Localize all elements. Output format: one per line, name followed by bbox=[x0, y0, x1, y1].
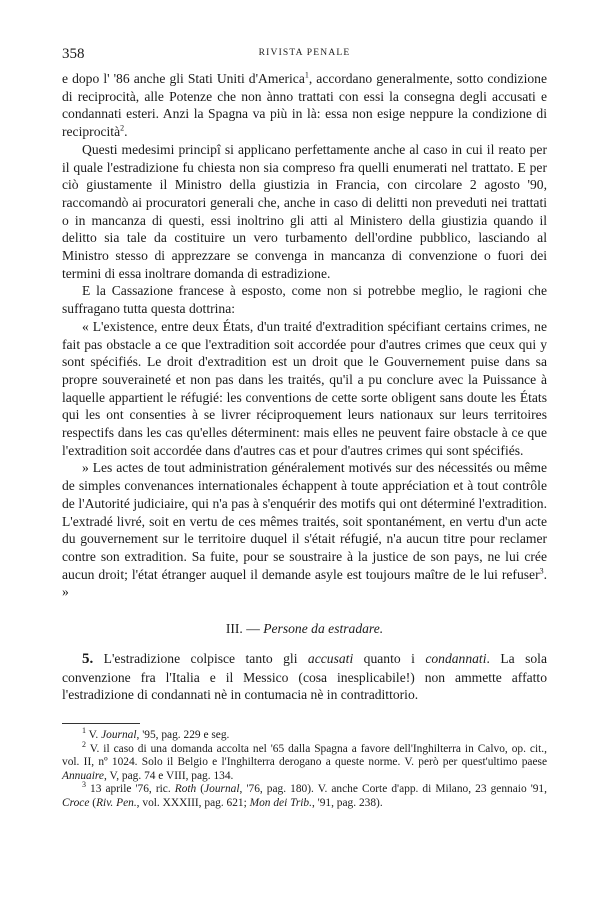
paragraph-5 bbox=[62, 650, 547, 704]
paragraph-1-text-c: . bbox=[124, 124, 128, 140]
section-number: III. — bbox=[225, 621, 260, 637]
footnote-ref-1: 1 bbox=[304, 70, 309, 80]
footnote-2 bbox=[62, 739, 547, 784]
footnote-3-text-f: , '91, pag. 238). bbox=[311, 796, 383, 809]
footnote-3-italic-2: Journal bbox=[204, 783, 240, 796]
footnote-2-text-b: , V, pag. 74 e VIII, pag. 134. bbox=[103, 769, 234, 782]
footnote-1-text-b: , '95, pag. 229 e seg. bbox=[136, 729, 230, 741]
footnote-mark-2: 2 bbox=[82, 739, 86, 749]
paragraph-1-text-a: e dopo l' '86 anche gli Stati Uniti d'America bbox=[62, 71, 305, 86]
paragraph-1 bbox=[62, 70, 547, 141]
footnote-ref-2: 2 bbox=[120, 123, 125, 133]
paragraph-1-text-b: , accordano generalmente, sotto condizione di reciprocità, alle Potenze che non ànno trattati con essi la consegna degli accusati e condannati esteri. Anzi la Spagna va più in là: essa non esige neppure la condizione di reciprocità bbox=[62, 71, 547, 140]
quote-paragraph-1: « L'existence, entre deux États, d'un traité d'extradition spécifiant certains crimes, ne fait pas obstacle a ce que l'extradition soit accordée pour d'autres crimes que ceux qui y sont spécifiés. Le droit d'extradition est un droit que le Gouvernement puise dans sa propre souveraineté et non pas dans les traités, qu'il a pu conclure avec la Puissance à laquelle appartient le réfugié: les conventions de cette sorte obligent sans doute les États qui les ont consenties à se livrer réciproquement leurs nationaux sur leurs territoires respectifs dans les cas qu'elles déterminent: mais elles ne peuvent faire obstacle à ce que l'extradition soit accordée dans d'autres cas et pour d'autres crimes qui sont spécifiés. bbox=[62, 318, 547, 458]
term-condannati: condannati bbox=[425, 650, 487, 666]
page-number: 358 bbox=[62, 46, 85, 62]
term-accusati: accusati bbox=[307, 650, 354, 666]
paragraph-5-text-c: . La sola convenzione fra l'Italia e il Messico (cosa inesplicabile!) non ammette affatto l'estradizione di condannati nè in contumacia nè in contradittorio. bbox=[62, 650, 547, 703]
footnote-1-text-a: V. bbox=[86, 729, 102, 741]
footnote-3-italic-4: Riv. Pen. bbox=[96, 796, 137, 809]
footnote-mark-3: 3 bbox=[82, 780, 86, 790]
footnote-mark-1: 1 bbox=[82, 726, 86, 736]
footnote-3-text-e: , vol. XXXIII, pag. 621; bbox=[136, 796, 250, 809]
paragraph-number: 5. bbox=[82, 650, 94, 667]
paragraph-5-text-b: quanto i bbox=[353, 650, 426, 666]
page-header bbox=[62, 46, 547, 62]
paragraph-5-text-a: L'estradizione colpisce tanto gli bbox=[93, 650, 308, 666]
footnote-3-text-b: ( bbox=[196, 783, 205, 796]
quote-close: . » bbox=[62, 566, 547, 600]
footnote-divider bbox=[62, 723, 140, 724]
quote-paragraph-2-text: » Les actes de tout administration généralement motivés sur des nécessités ou même de simples convenances internationales échappent à toute appréciation et à tout contrôle de l'Autorité judiciaire, qui n'a pas à s'enquérir des motifs qui ont déterminé l'extradition. L'extradé livré, soit en vertu de ces mêmes traités, soit spontanément, en vertu d'un acte du gouvernement sur le territoire duquel il s'était réfugié, n'a aucun titre pour reclamer contre son extradition. Sa fuite, pour se soustraire à la justice de son pays, ne lui crée aucun droit; l'état étranger auquel il demande asyle est toujours maître de le lui refuser bbox=[62, 460, 547, 582]
footnote-3-text-a: 13 aprile '76, ric. bbox=[86, 783, 175, 796]
footnote-3-italic-5: Mon dei Trib. bbox=[249, 796, 312, 809]
quote-paragraph-2 bbox=[62, 459, 547, 601]
footnote-3 bbox=[62, 780, 547, 810]
footnote-3-italic-3: Croce bbox=[62, 796, 90, 809]
section-title: Persone da estradare. bbox=[263, 621, 384, 637]
footnotes bbox=[62, 726, 547, 811]
running-title: RIVISTA PENALE bbox=[258, 48, 351, 58]
paragraph-3: E la Cassazione francese à esposto, come non si potrebbe meglio, le ragioni che suffragano tutta questa dottrina: bbox=[62, 283, 547, 317]
footnote-3-text-c: , '76, pag. 180). V. anche Corte d'app. di Milano, 23 gennaio '91, bbox=[239, 783, 547, 796]
footnote-2-text-a: V. il caso di una domanda accolta nel '65 dalla Spagna a favore dell'Inghilterra in Calvo, op. cit., vol. II, nº 1024. Solo il Belgio e l'Inghilterra derogano a queste norme. V. però per quest'ultimo paese bbox=[62, 742, 547, 769]
footnote-ref-3: 3 bbox=[539, 566, 544, 576]
footnote-3-text-d: ( bbox=[89, 796, 97, 809]
body-text bbox=[62, 70, 547, 704]
footnote-3-italic-1: Roth bbox=[174, 783, 197, 796]
paragraph-2: Questi medesimi principî si applicano perfettamente anche al caso in cui il reato per il quale l'estradizione fu chiesta non sia compreso fra quelli enumerati nel trattato. E per ciò giustamente il Ministro della giustizia in Francia, con circolare 2 agosto '90, raccomandò ai procuratori generali che, anche in caso di delitti non preveduti nei trattati o in mancanza di questi, essi inoltrino gli atti al Ministero della giustizia quando il delitto sia tale da costituire un vero turbamento dell'ordine pubblico, lasciando al Ministro stesso di apprezzare se convenga in mancanza di convenzione o fuori dei termini di essa inoltrare domanda di estradizione. bbox=[62, 141, 547, 281]
section-heading bbox=[62, 620, 547, 638]
footnote-2-italic: Annuaire bbox=[62, 769, 104, 782]
footnote-1-italic: Journal bbox=[101, 729, 137, 741]
footnote-1 bbox=[62, 726, 547, 743]
